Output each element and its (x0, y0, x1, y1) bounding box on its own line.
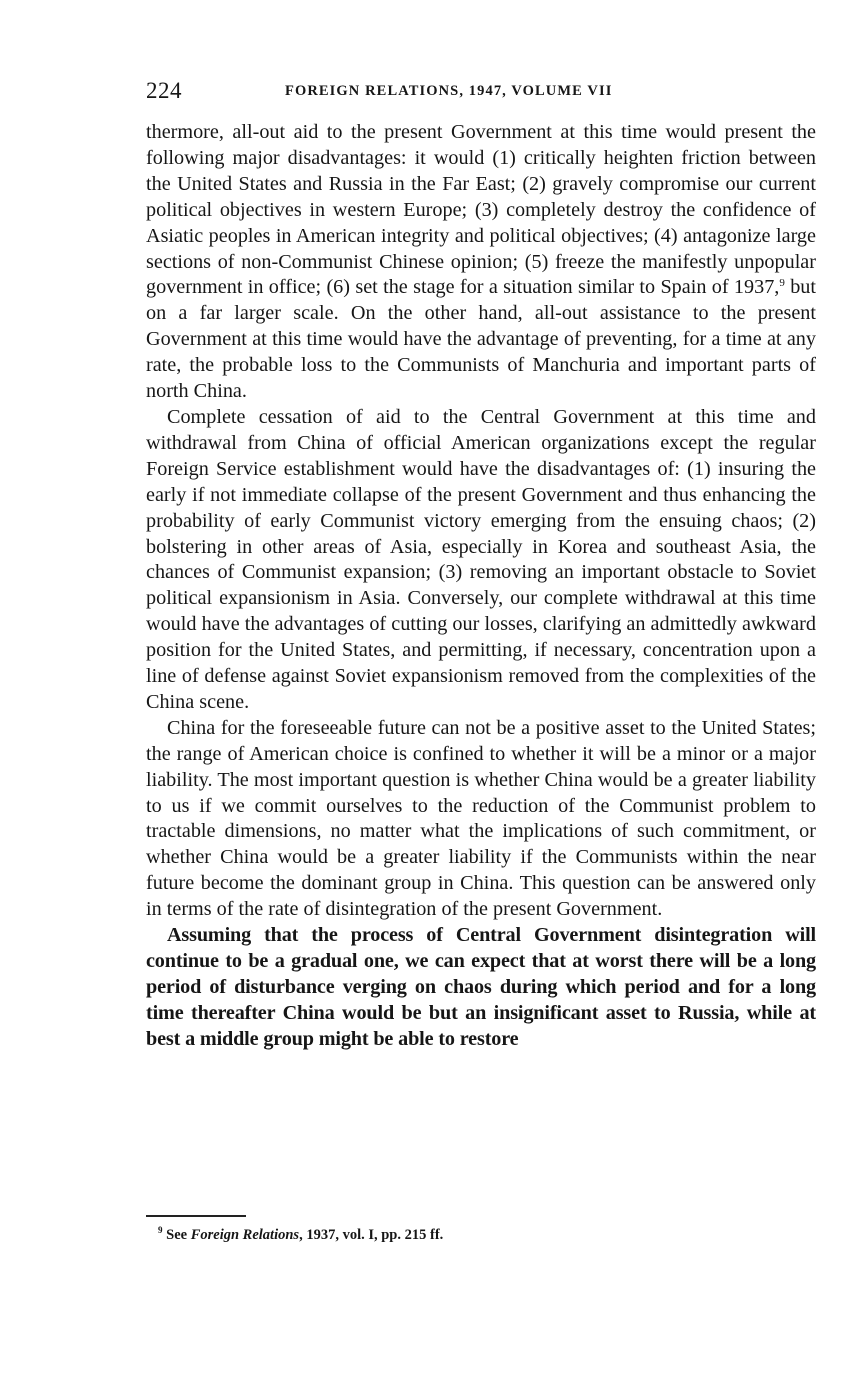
paragraph-4: Assuming that the process of Central Government disintegration will continue to be a gradual one, we can expect that at worst there will be a long period of disturbance verging on chaos during which period and for a long time thereafter China would be but an insignificant asset to Russia, while at best a middle group might be able to restore (146, 924, 816, 1050)
paragraph-1-text-start: thermore, all-out aid to the present Government at this time would present the following major disadvantages: it would (1) critically heighten friction between the United States and Russia in the Far East; (2) gravely compromise our current political objectives in western Europe; (3) completely destroy the confidence of Asiatic peoples in American integrity and political objectives; (4) antagonize large sections of non-Communist Chinese opinion; (5) freeze the manifestly unpopular government in office; (6) set the stage for a situation similar to Spain of 1937, (146, 121, 816, 299)
paragraph-2: Complete cessation of aid to the Central Government at this time and withdrawal from China of official American organizations except the regular Foreign Service establishment would have the disadvantages of: (1) insuring the early if not immediate collapse of the present Government and thus enhancing the probability of early Communist victory emerging from the ensuing chaos; (2) bolstering in other areas of Asia, especially in Korea and southeast Asia, the chances of Communist expansion; (3) removing an important obstacle to Soviet political expansionism in Asia. Conversely, our complete withdrawal at this time would have the advantages of cutting our losses, clarifying an admittedly awkward position for the United States, and permitting, if necessary, concentration upon a line of defense against Soviet expansionism removed from the complexities of the China scene. (146, 405, 816, 713)
footnote-divider (146, 1215, 246, 1217)
footnote-suffix: , 1937, vol. I, pp. 215 ff. (299, 1227, 444, 1243)
footnote (158, 1227, 443, 1244)
footnote-reference[interactable]: 9 (779, 277, 785, 290)
paragraph-1-text-end: but on a far larger scale. On the other hand, all-out assistance to the present Government at this time would have the advantage of preventing, for a time at any rate, the probable loss to the Communists of Manchuria and important parts of north China. (146, 276, 816, 403)
body-text (146, 120, 816, 1053)
paragraph-3: China for the foreseeable future can not be a positive asset to the United States; the range of American choice is confined to whether it will be a minor or a major liability. The most important question is whether China would be a greater liability to us if we commit ourselves to the reduction of the Communist problem to tractable dimensions, no matter what the implications of such commitment, or whether China would be a greater liability if the Communists within the near future become the dominant group in China. This question can be answered only in terms of the rate of disintegration of the present Government. (146, 716, 816, 921)
footnote-marker: 9 (158, 1225, 163, 1235)
footnote-title: Foreign Relations (190, 1227, 300, 1243)
footnote-prefix: See (162, 1227, 191, 1243)
paragraph-1 (146, 120, 816, 405)
page-header (146, 78, 816, 108)
running-head: FOREIGN RELATIONS, 1947, VOLUME VII (285, 83, 613, 99)
page-number: 224 (146, 78, 182, 103)
